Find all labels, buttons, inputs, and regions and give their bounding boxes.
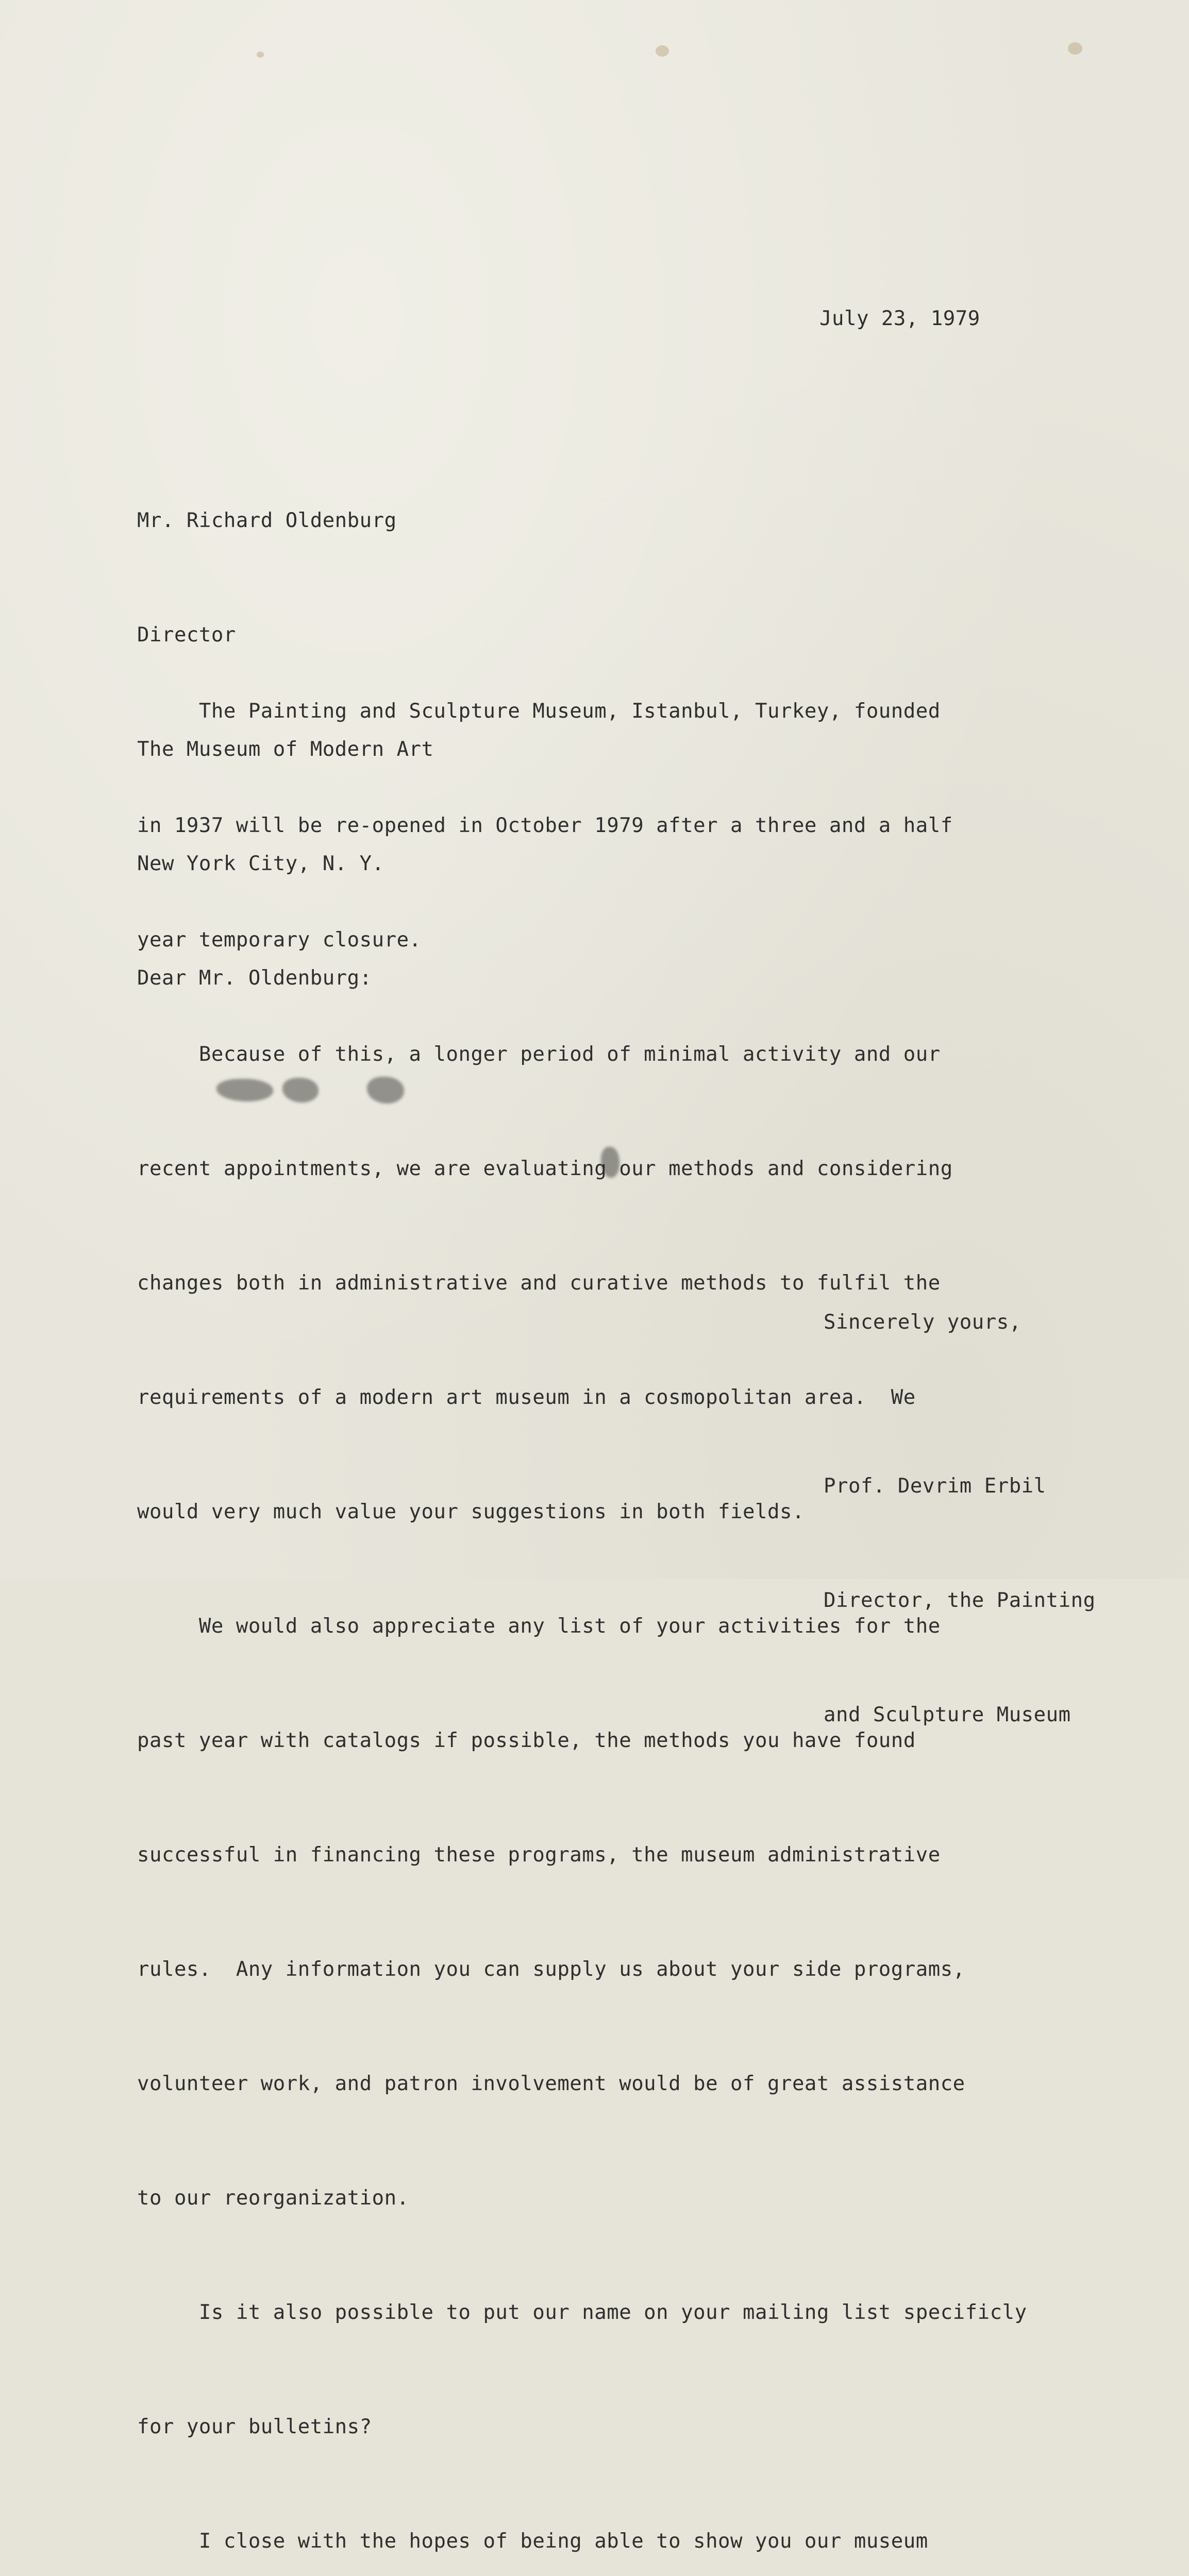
- salutation: Dear Mr. Oldenburg:: [137, 967, 372, 990]
- body-line: recent appointments, we are evaluating our methods and considering: [137, 1157, 953, 1180]
- body-line: changes both in administrative and curative methods to fulfil the: [137, 1272, 941, 1295]
- paper-spot: [656, 45, 669, 57]
- body-line: Because of this, a longer period of minimal activity and our: [137, 1043, 941, 1066]
- body-line: volunteer work, and patron involvement would be of great assistance: [137, 2072, 965, 2095]
- body-line: We would also appreciate any list of your activities for the: [137, 1615, 941, 1638]
- body-line: year temporary closure.: [137, 928, 422, 952]
- signature-block: [824, 1391, 1096, 1810]
- address-line: Mr. Richard Oldenburg: [137, 509, 397, 532]
- body-line: Is it also possible to put our name on your mailing list specificly: [137, 2301, 1027, 2324]
- address-line: New York City, N. Y.: [137, 852, 384, 875]
- body-line: requirements of a modern art museum in a cosmopolitan area. We: [137, 1386, 916, 1409]
- address-line: The Museum of Modern Art: [137, 738, 434, 761]
- body-line: The Painting and Sculpture Museum, Istanbul, Turkey, founded: [137, 700, 941, 723]
- body-line: in 1937 will be re-opened in October 1979 after a three and a half: [137, 814, 953, 837]
- body-line: I close with the hopes of being able to show you our museum: [137, 2530, 928, 2553]
- signature-line: Director, the Painting: [824, 1589, 1096, 1612]
- paper-spot: [1068, 42, 1082, 55]
- body-line: would very much value your suggestions in both fields.: [137, 1500, 805, 1523]
- address-line: Director: [137, 623, 236, 647]
- signature-line: Prof. Devrim Erbil: [824, 1475, 1046, 1498]
- correction-smudge: [601, 1147, 619, 1178]
- letter-date: July 23, 1979: [819, 307, 980, 330]
- body-line: past year with catalogs if possible, the methods you have found: [137, 1729, 916, 1752]
- body-line: rules. Any information you can supply us about your side programs,: [137, 1958, 965, 1981]
- body-line: successful in financing these programs, the museum administrative: [137, 1843, 941, 1867]
- body-line: for your bulletins?: [137, 2415, 372, 2438]
- body-line: to our reorganization.: [137, 2187, 409, 2210]
- closing: Sincerely yours,: [824, 1311, 1021, 1334]
- paper-spot: [257, 52, 264, 58]
- signature-line: and Sculpture Museum: [824, 1703, 1071, 1726]
